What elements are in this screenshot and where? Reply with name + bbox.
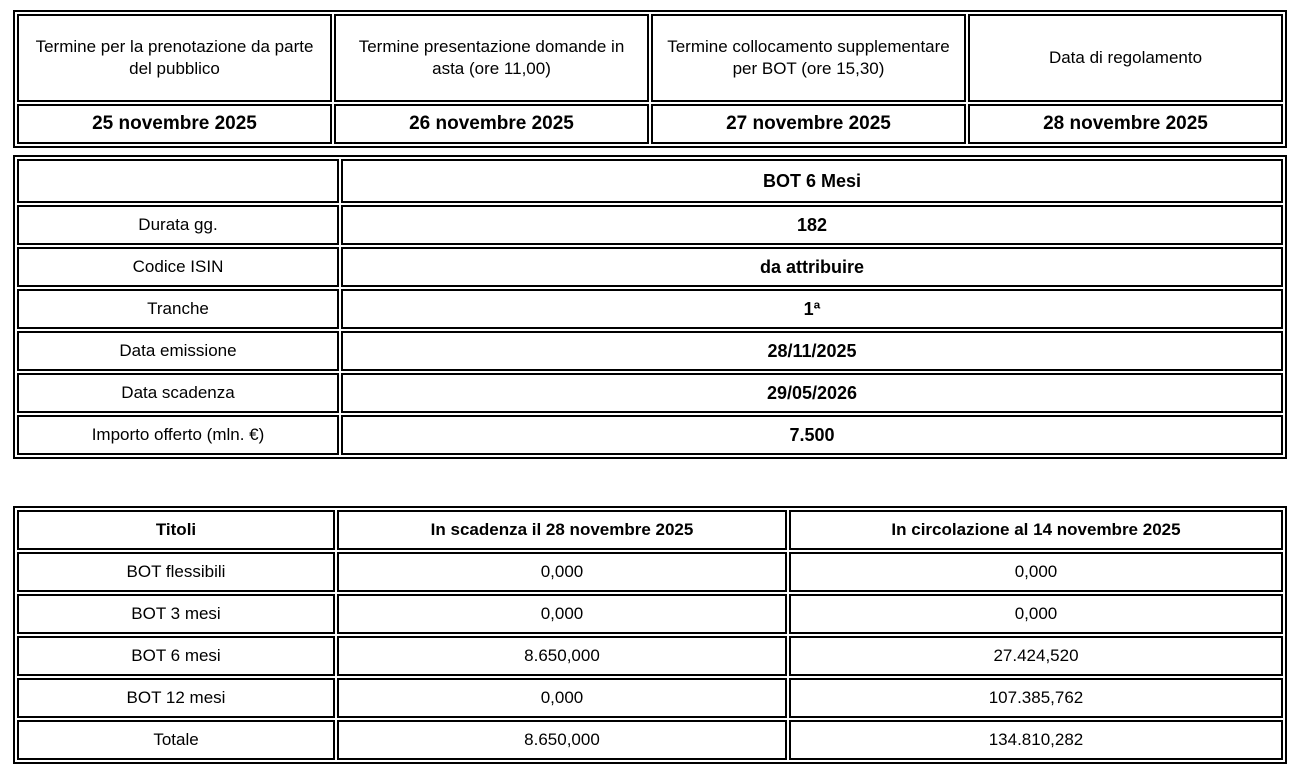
titoli-row-flessibili — [17, 552, 1283, 592]
titoli-label-6mesi: BOT 6 mesi — [17, 636, 335, 676]
details-value-emissione: 28/11/2025 — [341, 331, 1283, 371]
titoli-table — [13, 506, 1287, 764]
schedule-date-presentazione: 26 novembre 2025 — [334, 104, 649, 144]
titoli-header-row — [17, 510, 1283, 550]
details-label-durata: Durata gg. — [17, 205, 339, 245]
details-label-tranche: Tranche — [17, 289, 339, 329]
details-value-importo: 7.500 — [341, 415, 1283, 455]
titoli-scadenza-6mesi: 8.650,000 — [337, 636, 787, 676]
schedule-date-row — [17, 104, 1283, 144]
details-label-isin: Codice ISIN — [17, 247, 339, 287]
titoli-header-in-circolazione: In circolazione al 14 novembre 2025 — [789, 510, 1283, 550]
details-value-tranche: 1ª — [341, 289, 1283, 329]
details-title-row — [17, 159, 1283, 203]
schedule-date-regolamento: 28 novembre 2025 — [968, 104, 1283, 144]
titoli-circolazione-flessibili: 0,000 — [789, 552, 1283, 592]
auction-schedule-table — [13, 10, 1287, 148]
titoli-circolazione-3mesi: 0,000 — [789, 594, 1283, 634]
schedule-date-prenotazione: 25 novembre 2025 — [17, 104, 332, 144]
titoli-scadenza-3mesi: 0,000 — [337, 594, 787, 634]
details-row-durata — [17, 205, 1283, 245]
titoli-scadenza-flessibili: 0,000 — [337, 552, 787, 592]
details-label-importo: Importo offerto (mln. €) — [17, 415, 339, 455]
titoli-circolazione-6mesi: 27.424,520 — [789, 636, 1283, 676]
details-row-scadenza — [17, 373, 1283, 413]
details-title: BOT 6 Mesi — [341, 159, 1283, 203]
titoli-row-6mesi — [17, 636, 1283, 676]
details-label-emissione: Data emissione — [17, 331, 339, 371]
titoli-scadenza-12mesi: 0,000 — [337, 678, 787, 718]
schedule-header-supplementare: Termine collocamento supplementare per BOT (ore 15,30) — [651, 14, 966, 102]
details-row-emissione — [17, 331, 1283, 371]
titoli-row-totale — [17, 720, 1283, 760]
bot-details-table — [13, 155, 1287, 459]
titoli-header-in-scadenza: In scadenza il 28 novembre 2025 — [337, 510, 787, 550]
schedule-header-prenotazione: Termine per la prenotazione da parte del pubblico — [17, 14, 332, 102]
details-value-durata: 182 — [341, 205, 1283, 245]
titoli-circolazione-12mesi: 107.385,762 — [789, 678, 1283, 718]
titoli-label-totale: Totale — [17, 720, 335, 760]
details-row-importo — [17, 415, 1283, 455]
titoli-label-12mesi: BOT 12 mesi — [17, 678, 335, 718]
schedule-header-regolamento: Data di regolamento — [968, 14, 1283, 102]
details-row-tranche — [17, 289, 1283, 329]
titoli-label-3mesi: BOT 3 mesi — [17, 594, 335, 634]
titoli-row-3mesi — [17, 594, 1283, 634]
titoli-header-titoli: Titoli — [17, 510, 335, 550]
details-label-scadenza: Data scadenza — [17, 373, 339, 413]
schedule-header-row — [17, 14, 1283, 102]
details-empty-cell — [17, 159, 339, 203]
titoli-scadenza-totale: 8.650,000 — [337, 720, 787, 760]
details-value-scadenza: 29/05/2026 — [341, 373, 1283, 413]
schedule-header-presentazione: Termine presentazione domande in asta (ore 11,00) — [334, 14, 649, 102]
titoli-label-flessibili: BOT flessibili — [17, 552, 335, 592]
details-value-isin: da attribuire — [341, 247, 1283, 287]
titoli-row-12mesi — [17, 678, 1283, 718]
schedule-date-supplementare: 27 novembre 2025 — [651, 104, 966, 144]
details-row-isin — [17, 247, 1283, 287]
titoli-circolazione-totale: 134.810,282 — [789, 720, 1283, 760]
